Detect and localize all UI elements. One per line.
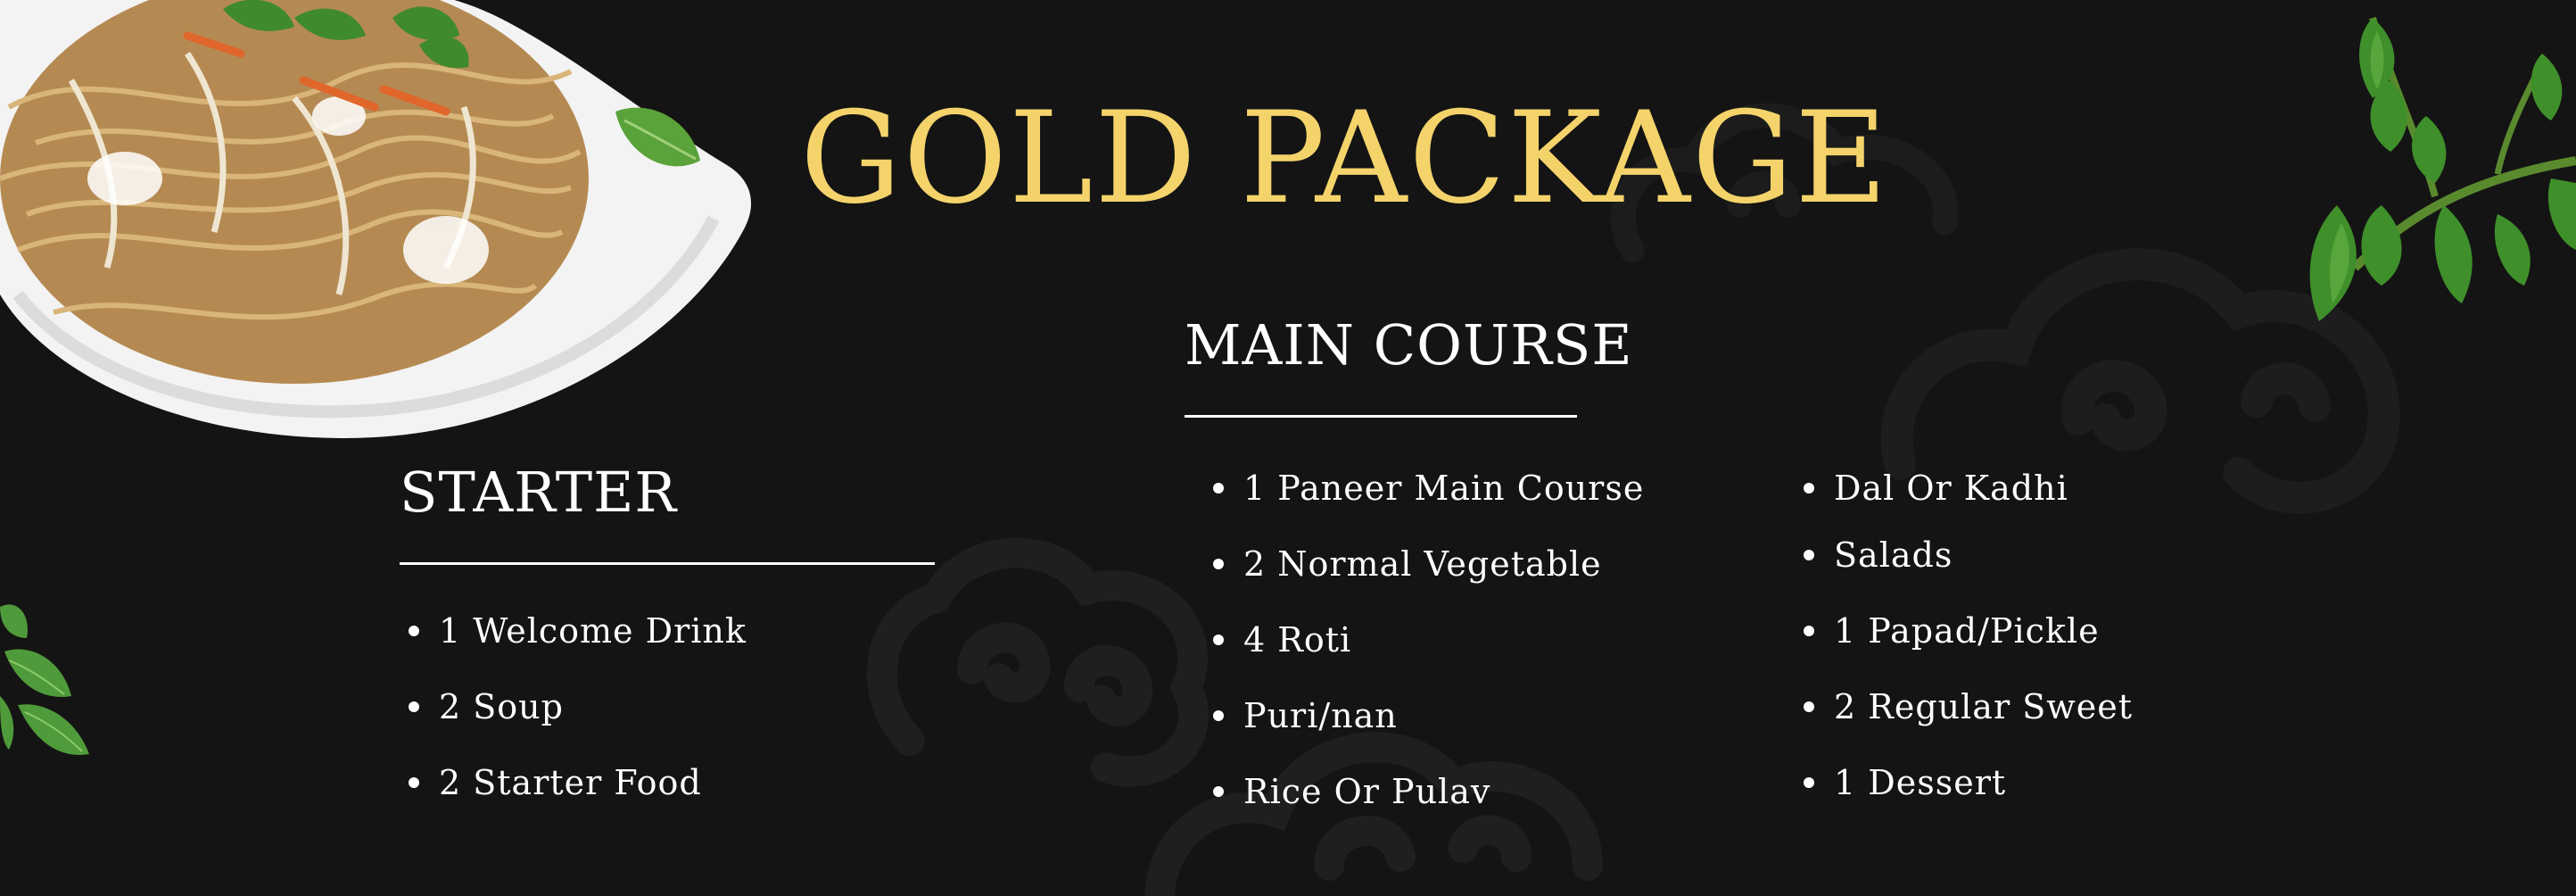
list-item: 4 Roti xyxy=(1213,620,1351,660)
bullet-icon xyxy=(1804,701,1814,712)
bullet-icon xyxy=(1213,483,1224,494)
list-item: 1 Dessert xyxy=(1804,763,2006,802)
list-item: 2 Soup xyxy=(409,687,564,726)
list-item: 1 Papad/Pickle xyxy=(1804,611,2100,651)
list-item: 2 Starter Food xyxy=(409,763,702,802)
list-item: 2 Regular Sweet xyxy=(1804,687,2133,726)
bullet-icon xyxy=(1804,550,1814,560)
list-item: 1 Welcome Drink xyxy=(409,611,747,651)
bullet-icon xyxy=(409,701,419,712)
mint-sprig-image xyxy=(0,598,98,767)
list-item: 1 Paneer Main Course xyxy=(1213,469,1644,508)
bullet-icon xyxy=(1213,786,1224,797)
starter-divider xyxy=(400,562,935,565)
bullet-icon xyxy=(1804,777,1814,788)
bullet-icon xyxy=(1213,635,1224,645)
bullet-icon xyxy=(1213,559,1224,569)
bullet-icon xyxy=(409,777,419,788)
cloud-swirl-decoration xyxy=(1124,643,1659,896)
list-item: Puri/nan xyxy=(1213,696,1398,735)
main-course-divider xyxy=(1185,415,1577,418)
list-item: Salads xyxy=(1804,535,1953,575)
bullet-icon xyxy=(1213,710,1224,721)
bullet-icon xyxy=(1804,626,1814,636)
list-item: Dal Or Kadhi xyxy=(1804,469,2068,508)
page-title: GOLD PACKAGE xyxy=(800,85,1889,232)
starter-heading: STARTER xyxy=(400,460,678,525)
bullet-icon xyxy=(409,626,419,636)
bullet-icon xyxy=(1804,483,1814,494)
list-item: Rice Or Pulav xyxy=(1213,772,1490,811)
list-item: 2 Normal Vegetable xyxy=(1213,544,1602,584)
main-course-heading: MAIN COURSE xyxy=(1185,312,1633,377)
